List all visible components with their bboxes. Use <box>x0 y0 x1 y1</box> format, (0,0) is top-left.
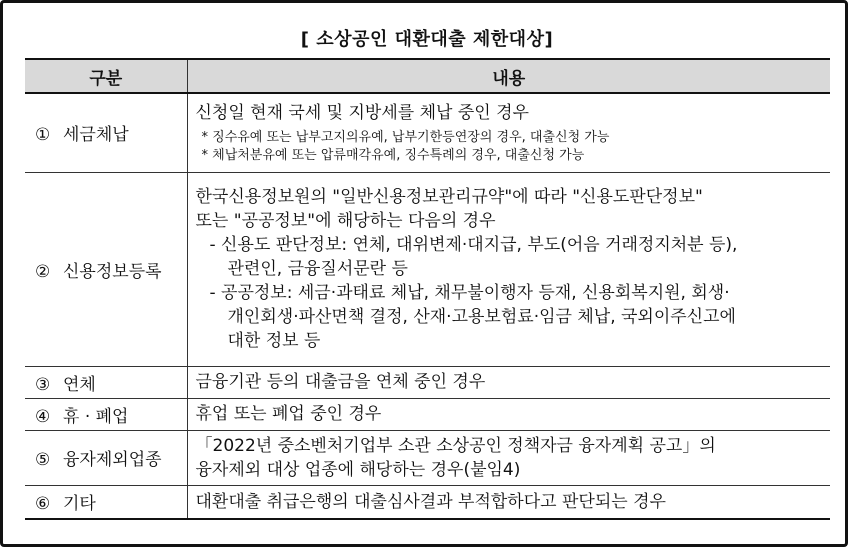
row-number: ④ <box>35 406 51 427</box>
content-line: 융자제외 대상 업종에 해당하는 경우(붙임4) <box>195 459 521 480</box>
category-label: 신용정보등록 <box>63 261 162 282</box>
content-cell <box>187 430 830 485</box>
table-row-closure <box>25 398 830 430</box>
content-main: 대환대출 취급은행의 대출심사결과 부적합하다고 판단되는 경우 <box>195 491 666 512</box>
content-note: * 징수유예 또는 납부고지의유예, 납부기한등연장의 경우, 대출신청 가능 <box>201 129 610 145</box>
content-line: 한국신용정보원의 "일반신용정보관리규약"에 따라 "신용도판단정보" <box>195 187 703 207</box>
category-cell <box>25 172 187 366</box>
table-header-row <box>25 59 830 93</box>
content-line: 「2022년 중소벤처기업부 소관 소상공인 정책자금 융자계획 공고」의 <box>195 435 716 456</box>
category-cell <box>25 430 187 485</box>
document-title: [ 소상공인 대환대출 제한대상] <box>300 29 554 50</box>
content-cell <box>187 398 830 430</box>
content-main: 신청일 현재 국세 및 지방세를 체납 중인 경우 <box>195 102 529 123</box>
header-content: 내용 <box>187 59 830 93</box>
table-row-other <box>25 485 830 519</box>
table-row-tax-arrears <box>25 93 830 172</box>
content-main: 금융기관 등의 대출금을 연체 중인 경우 <box>195 372 486 392</box>
table-row-credit-info <box>25 172 830 366</box>
row-number: ③ <box>35 374 51 395</box>
content-cell <box>187 93 830 172</box>
table-row-excluded-industry <box>25 430 830 485</box>
category-label: 기타 <box>63 494 96 515</box>
content-item: - 신용도 판단정보: 연체, 대위변제·대지급, 부도(어음 거래정지처분 등), <box>209 235 738 255</box>
row-number: ② <box>35 261 51 282</box>
content-cell <box>187 366 830 398</box>
content-cell <box>187 172 830 366</box>
category-label: 융자제외업종 <box>63 450 162 470</box>
category-cell <box>25 398 187 430</box>
category-label: 연체 <box>63 374 96 395</box>
content-line: 또는 "공공정보"에 해당하는 다음의 경우 <box>195 211 496 231</box>
content-item: - 공공정보: 세금·과태료 체납, 채무불이행자 등재, 신용회복지원, 회생· <box>209 283 730 303</box>
category-label: 휴 · 폐업 <box>63 406 129 427</box>
row-number: ⑥ <box>35 494 51 515</box>
content-item-cont: 대한 정보 등 <box>227 331 321 351</box>
category-label: 세금체납 <box>63 125 129 146</box>
category-cell <box>25 485 187 519</box>
content-note: * 체납처분유예 또는 압류매각유예, 징수특례의 경우, 대출신청 가능 <box>201 147 585 163</box>
restriction-table <box>25 58 830 520</box>
table-row-overdue <box>25 366 830 398</box>
content-item-cont: 관련인, 금융질서문란 등 <box>227 259 408 279</box>
header-category: 구분 <box>25 59 187 93</box>
content-item-cont: 개인회생·파산면책 결정, 산재·고용보험료·임금 체납, 국외이주신고에 <box>227 307 736 327</box>
row-number: ⑤ <box>35 450 51 470</box>
content-main: 휴업 또는 폐업 중인 경우 <box>195 404 382 424</box>
content-cell <box>187 485 830 519</box>
row-number: ① <box>35 125 51 146</box>
category-cell <box>25 93 187 172</box>
category-cell <box>25 366 187 398</box>
